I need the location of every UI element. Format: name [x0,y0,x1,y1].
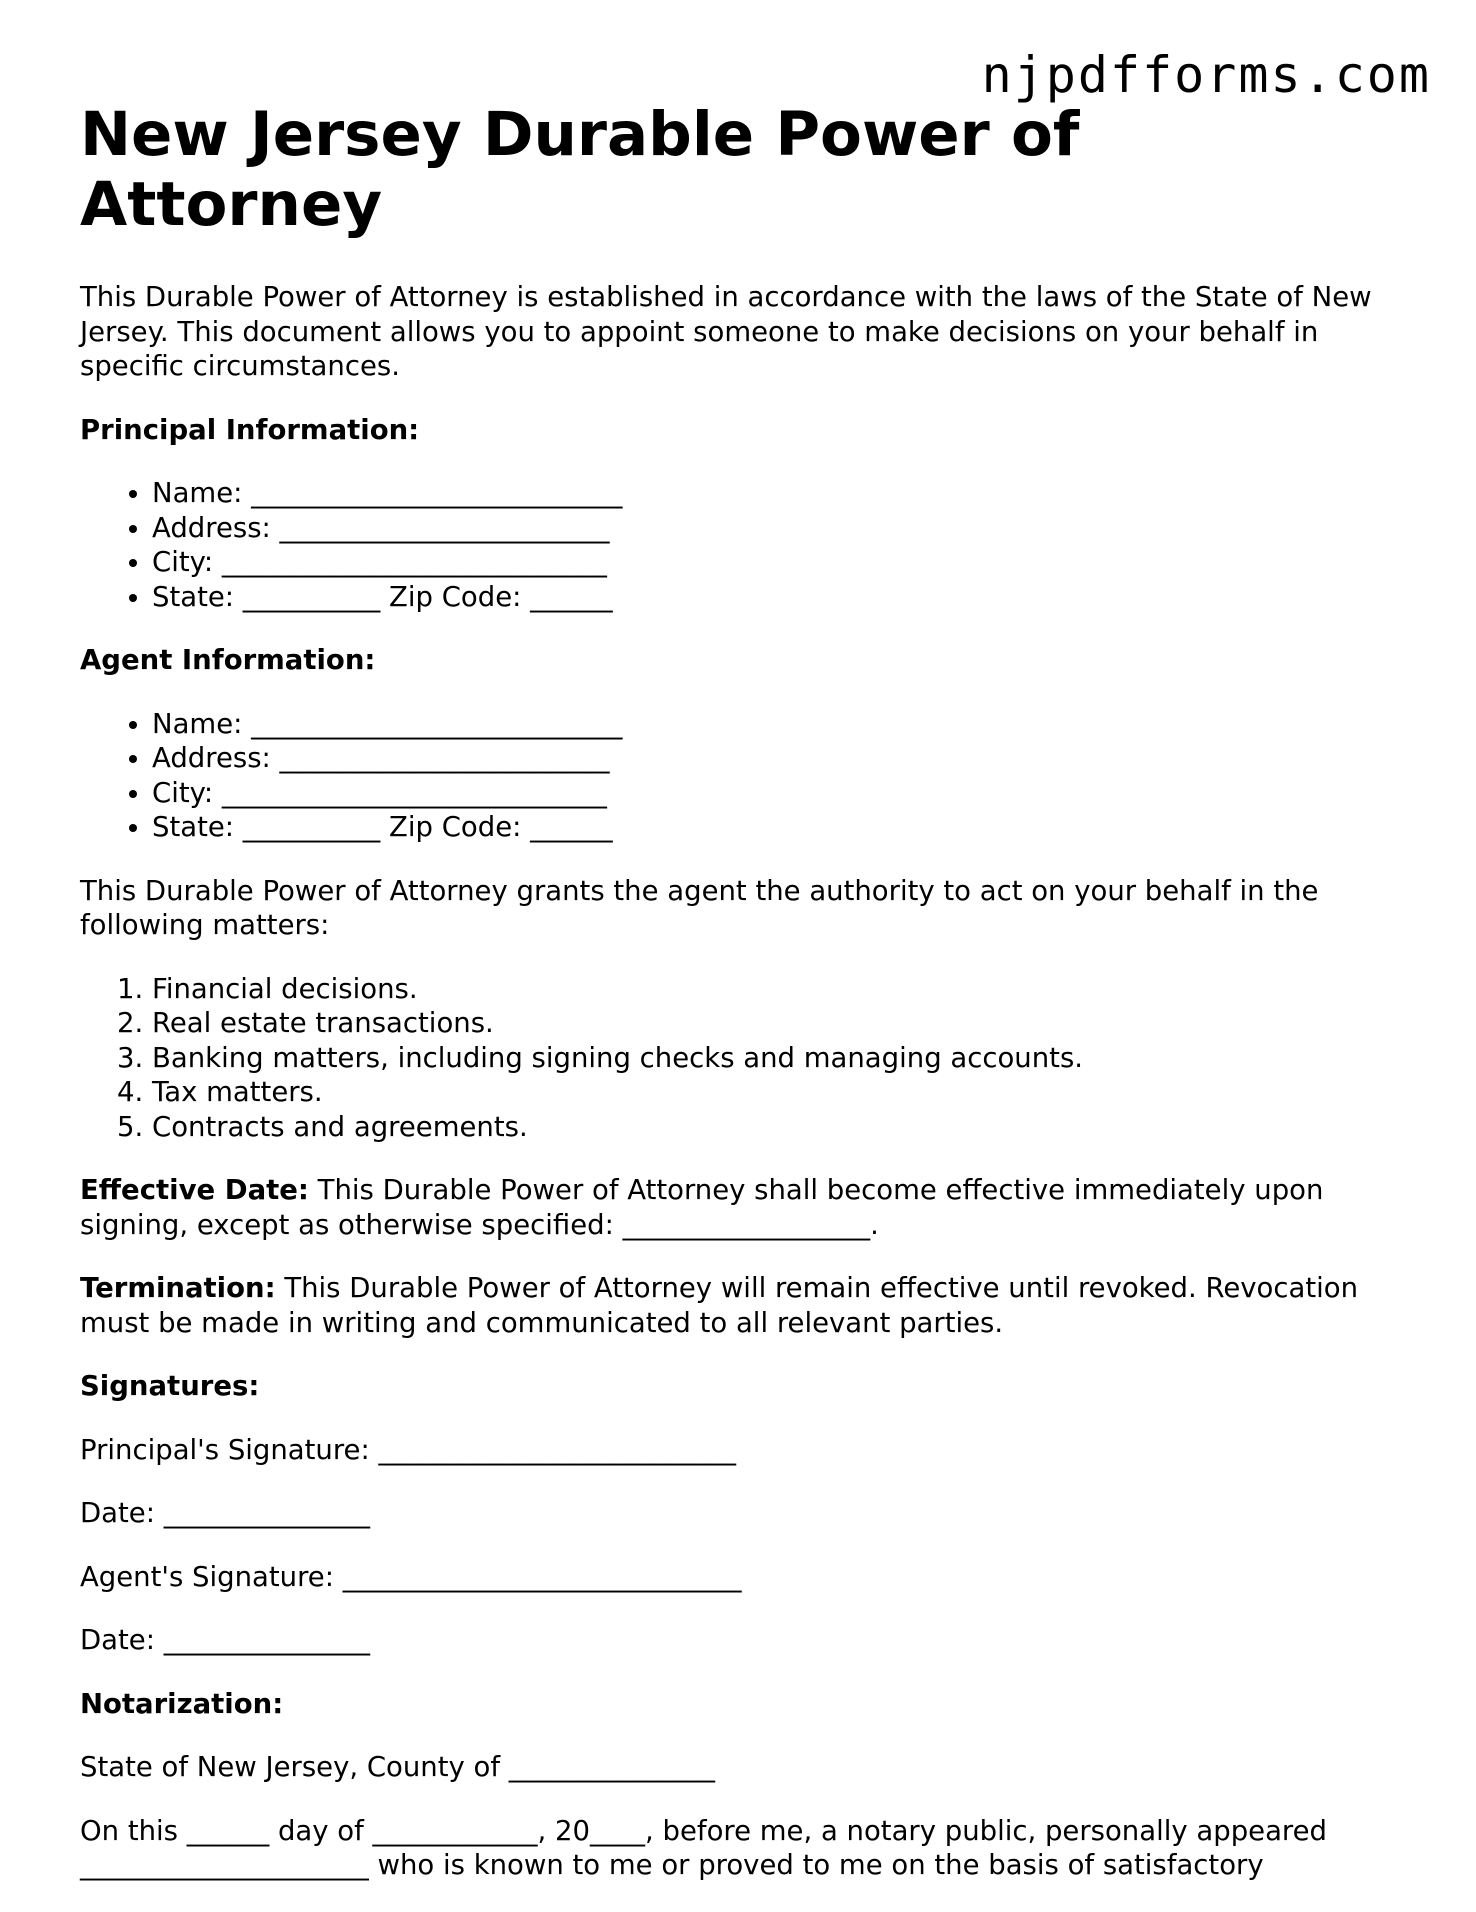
effective-date-text: This Durable Power of Attorney shall become effective immediately upon signing, except as otherwise specified: __________________. [80,1174,1324,1241]
site-watermark: njpdfforms.com [981,46,1431,104]
termination-label: Termination: [80,1272,276,1305]
notary-appearance-paragraph[interactable]: On this ______ day of ____________, 20____, before me, a notary public, personally appeared _____________________ who is known to me or proved to me on the basis of satisfactory [80,1814,1327,1882]
principal-name-field[interactable]: • Name: ___________________________ [152,476,1400,511]
principal-city-field[interactable]: • City: ____________________________ [152,545,1400,580]
grant-paragraph: This Durable Power of Attorney grants the agent the authority to act on your behalf in the following matters: [80,874,1319,942]
matter-item: 1. Financial decisions. [152,972,1400,1007]
matter-item: 2. Real estate transactions. [152,1006,1400,1041]
agent-state-zip-field[interactable]: • State: __________ Zip Code: ______ [152,810,1400,845]
agent-city-field[interactable]: • City: ____________________________ [152,776,1400,811]
principal-state-zip-field[interactable]: • State: __________ Zip Code: ______ [152,580,1400,615]
effective-date-label: Effective Date: [80,1174,309,1207]
agent-info-heading: Agent Information: [80,644,376,677]
intro-paragraph: This Durable Power of Attorney is established in accordance with the laws of the State of New Jersey. This document allows you to appoint someone to make decisions on your behalf in specific circumstances. [80,281,1372,383]
matters-list [80,972,1400,1145]
agent-info-list [80,707,1400,845]
agent-name-field[interactable]: • Name: ___________________________ [152,707,1400,742]
document-title: New Jersey Durable Power of Attorney [80,99,1080,241]
matter-item: 5. Contracts and agreements. [152,1110,1400,1145]
signatures-heading: Signatures: [80,1370,260,1403]
notarization-heading: Notarization: [80,1687,284,1720]
principal-date-field[interactable]: Date: _______________ [80,1497,370,1530]
matter-item: 4. Tax matters. [152,1075,1400,1110]
agent-date-field[interactable]: Date: _______________ [80,1624,370,1657]
principal-signature-field[interactable]: Principal's Signature: __________________________ [80,1433,736,1466]
county-field[interactable]: State of New Jersey, County of _______________ [80,1751,716,1784]
principal-info-list [80,476,1400,614]
document-page [80,100,1400,1912]
matter-item: 3. Banking matters, including signing checks and managing accounts. [152,1041,1400,1076]
effective-date-paragraph[interactable] [80,1173,1400,1242]
principal-address-field[interactable]: • Address: ________________________ [152,511,1400,546]
agent-signature-field[interactable]: Agent's Signature: _____________________________ [80,1560,742,1593]
termination-paragraph [80,1271,1400,1340]
agent-address-field[interactable]: • Address: ________________________ [152,741,1400,776]
principal-info-heading: Principal Information: [80,413,420,446]
termination-text: This Durable Power of Attorney will remain effective until revoked. Revocation must be made in writing and communicated to all relevant parties. [80,1272,1359,1339]
